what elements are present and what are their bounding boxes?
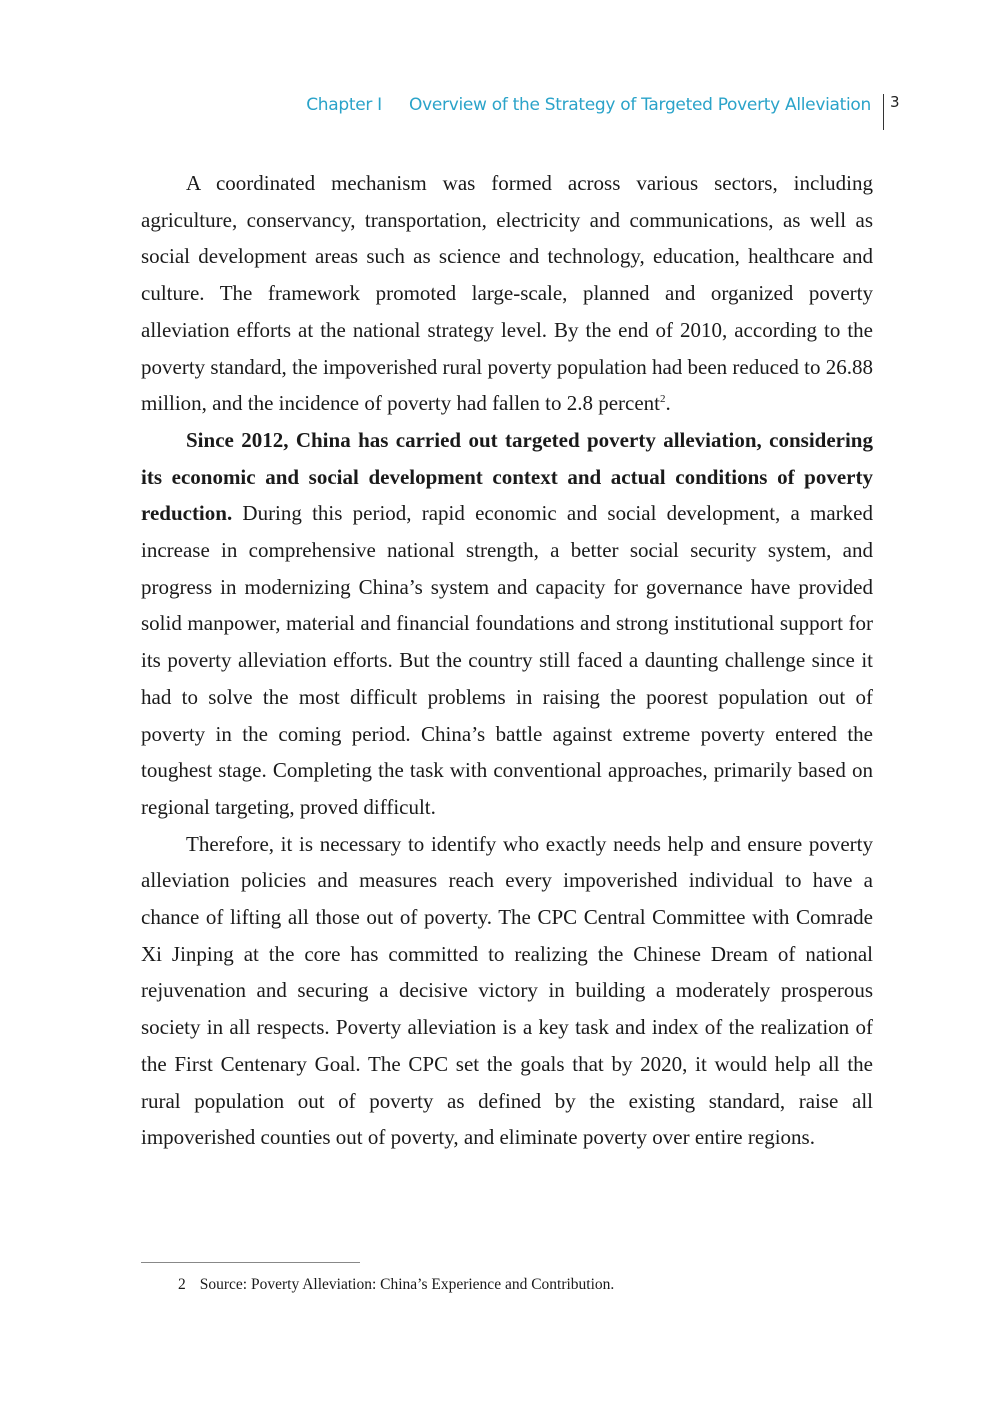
paragraph-3 xyxy=(141,826,873,1156)
body-text xyxy=(141,165,873,1156)
footnote-text: Source: Poverty Alleviation: China’s Experience and Contribution. xyxy=(199,1276,615,1293)
chapter-title: Overview of the Strategy of Targeted Poverty Alleviation xyxy=(409,95,871,115)
running-header xyxy=(306,95,871,115)
paragraph-tail: . xyxy=(665,391,671,416)
footnote-divider xyxy=(141,1262,360,1263)
paragraph-2 xyxy=(141,422,873,826)
paragraph-text: Therefore, it is necessary to identify who exactly needs help and ensure poverty alleviation policies and measures reach every impoverished individual to have a chance of lifting all those out of poverty. The CPC Central Committee with Comrade Xi Jinping at the core has committed to realizing the Chinese Dream of national rejuvenation and securing a decisive victory in building a moderately prosperous society in all respects. Poverty alleviation is a key task and index of the realization of the First Centenary Goal. The CPC set the goals that by 2020, it would help all the rural population out of poverty as defined by the existing standard, raise all impoverished counties out of poverty, and eliminate poverty over entire regions. xyxy=(141,831,873,1150)
page-number: 3 xyxy=(890,93,900,111)
chapter-label: Chapter Ⅰ xyxy=(306,95,382,115)
bold-lead-sentence: Since 2012, China has carried out targeted poverty alleviation, considering its economic and social development context and actual conditions of poverty reduction. xyxy=(141,427,873,526)
footnote-reference[interactable]: 2 xyxy=(660,393,666,406)
footnote-number: 2 xyxy=(178,1276,186,1293)
paragraph-text: During this period, rapid economic and social development, a marked increase in comprehensive national strength, a better social security system, and progress in modernizing China’s system and capacity for governance have provided solid manpower, material and financial foundations and strong institutional support for its poverty alleviation efforts. But the country still faced a daunting challenge since it had to solve the most difficult problems in raising the poorest population out of poverty in the coming period. China’s battle against extreme poverty entered the toughest stage. Completing the task with conventional approaches, primarily based on regional targeting, proved difficult. xyxy=(141,501,873,819)
paragraph-text: A coordinated mechanism was formed across various sectors, including agriculture, conservancy, transportation, electricity and communications, as well as social development areas such as science and technology, education, healthcare and culture. The framework promoted large-scale, planned and organized poverty alleviation efforts at the national strategy level. By the end of 2010, according to the poverty standard, the impoverished rural poverty population had been reduced to 26.88 million, and the incidence of poverty had fallen to 2.8 percent xyxy=(141,171,873,416)
header-divider xyxy=(883,94,884,130)
footnote xyxy=(178,1276,614,1294)
paragraph-1 xyxy=(141,165,873,422)
